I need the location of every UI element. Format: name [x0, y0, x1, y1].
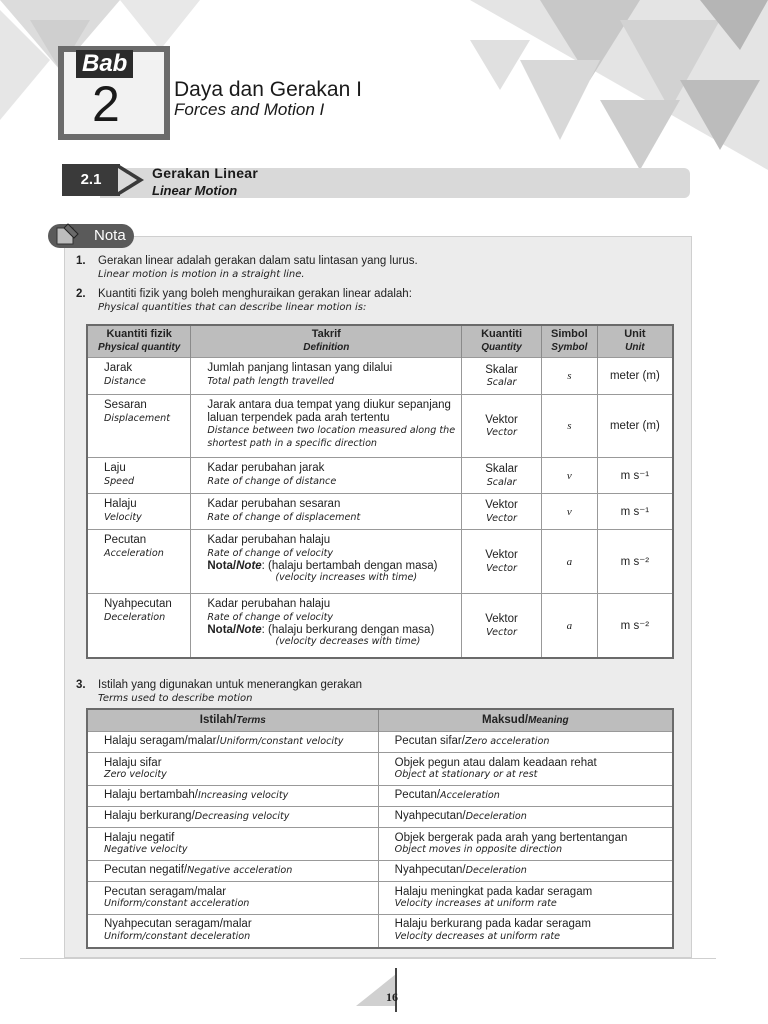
table-row: Halaju bertambah/Increasing velocity Pecutan/Acceleration — [87, 786, 673, 807]
header-cell: Kuantiti Quantity — [462, 325, 542, 358]
footer-divider — [20, 958, 716, 959]
chapter-subtitle: Forces and Motion I — [174, 100, 325, 119]
table-header-row — [87, 709, 673, 732]
header-cell: Simbol Symbol — [541, 325, 597, 358]
table-row: Nyahpecutan seragam/malar Uniform/constant deceleration Halaju berkurang pada kadar seragam Velocity decreases at uniform rate — [87, 915, 673, 948]
physical-quantities-table — [86, 324, 674, 659]
header-cell: Istilah/Terms — [87, 709, 378, 732]
table-header-row — [87, 325, 673, 358]
chapter-title: Daya dan Gerakan I — [174, 78, 362, 101]
item-number: 2. — [76, 288, 86, 300]
item-text-en: Terms used to describe motion — [98, 693, 253, 704]
table-row: Halaju sifar Zero velocity Objek pegun atau dalam keadaan rehat Object at stationary or at rest — [87, 753, 673, 786]
table-row: Laju Speed Kadar perubahan jarak Rate of change of distance Skalar Scalar v m s⁻¹ — [87, 458, 673, 494]
item-text: Kuantiti fizik yang boleh menghuraikan gerakan linear adalah: — [98, 288, 412, 300]
chapter-number: 2 — [92, 76, 120, 132]
item-number: 3. — [76, 679, 86, 691]
header-cell: Kuantiti fizik Physical quantity — [87, 325, 191, 358]
section-number: 2.1 — [62, 164, 120, 196]
item-number: 1. — [76, 255, 86, 267]
table-row: Halaju berkurang/Decreasing velocity Nyahpecutan/Deceleration — [87, 807, 673, 828]
table-row: Halaju negatif Negative velocity Objek bergerak pada arah yang bertentangan Object moves in opposite direction — [87, 828, 673, 861]
section-arrow-inner — [118, 168, 137, 192]
item-text: Gerakan linear adalah gerakan dalam satu lintasan yang lurus. — [98, 255, 418, 267]
pencil-notebook-icon — [54, 222, 80, 248]
header-cell: Unit Unit — [597, 325, 673, 358]
nota-label: Nota — [94, 227, 126, 244]
section-subtitle: Linear Motion — [152, 183, 238, 198]
table-row: Pecutan negatif/Negative acceleration Nyahpecutan/Deceleration — [87, 861, 673, 882]
chapter-label: Bab — [76, 50, 133, 78]
table-row: Halaju seragam/malar/Uniform/constant velocity Pecutan sifar/Zero acceleration — [87, 732, 673, 753]
header-cell: Maksud/Meaning — [378, 709, 673, 732]
motion-terms-table — [86, 708, 674, 949]
page-number: 16 — [386, 990, 398, 1004]
item-text: Istilah yang digunakan untuk menerangkan gerakan — [98, 679, 363, 691]
table-row: Sesaran Displacement Jarak antara dua tempat yang diukur sepanjang laluan terpendek pada arah tertentu Distance between two location measured along the shortest path in a specific direction Vektor Vector s meter (m) — [87, 395, 673, 458]
item-text-en: Physical quantities that can describe linear motion is: — [98, 302, 367, 313]
item-text-en: Linear motion is motion in a straight line. — [98, 269, 305, 280]
table-row: Halaju Velocity Kadar perubahan sesaran Rate of change of displacement Vektor Vector v m s⁻¹ — [87, 494, 673, 530]
table-row: Jarak Distance Jumlah panjang lintasan yang dilalui Total path length travelled Skalar Scalar s meter (m) — [87, 358, 673, 395]
section-title: Gerakan Linear — [152, 165, 259, 181]
table-row: Pecutan seragam/malar Uniform/constant acceleration Halaju meningkat pada kadar seragam Velocity increases at uniform rate — [87, 882, 673, 915]
table-row: Pecutan Acceleration Kadar perubahan halaju Rate of change of velocity Nota/Note: (halaju bertambah dengan masa) (velocity increases with time) Vektor Vector a m s⁻² — [87, 530, 673, 594]
header-cell: Takrif Definition — [191, 325, 462, 358]
table-row: Nyahpecutan Deceleration Kadar perubahan halaju Rate of change of velocity Nota/Note: (halaju berkurang dengan masa) (velocity decreases with time) Vektor Vector a m s⁻² — [87, 594, 673, 658]
